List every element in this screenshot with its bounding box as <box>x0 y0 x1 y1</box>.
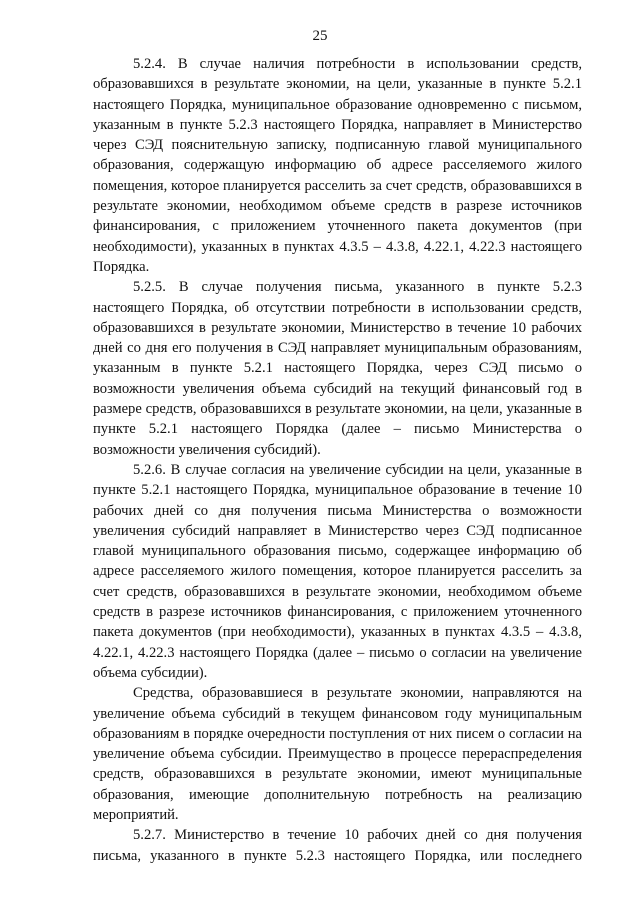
paragraph-5-2-7: 5.2.7. Министерство в течение 10 рабочих дней со дня получения письма, указанного в пункте 5.2.3 настоящего Порядка, или последнего <box>93 827 582 864</box>
paragraph-savings-allocation: Средства, образовавшиеся в результате экономии, направляются на увеличение объема субсидий в текущем финансовом году муниципальным образованиям в порядке очередности поступления от них писем о согласии на увеличение объема субсидии. Преимущество в процессе перераспределения средств, образовавшихся в результате экономии, имеют муниципальные образования, имеющие дополнительную потребность на реализацию мероприятий. <box>93 685 582 823</box>
page-number: 25 <box>312 28 328 44</box>
document-body <box>93 54 582 866</box>
paragraph-5-2-4: 5.2.4. В случае наличия потребности в использовании средств, образовавшихся в результате экономии, на цели, указанные в пункте 5.2.1 настоящего Порядка, муниципальное образование одновременно с письмом, указанным в пункте 5.2.3 настоящего Порядка, направляет в Министерство через СЭД пояснительную записку, подписанную главой муниципального образования, содержащую информацию об адресе расселяемого жилого помещения, которое планируется расселить за счет средств, образовавшихся в результате экономии, необходимом объеме средств в разрезе источников финансирования, с приложением уточненного пакета документов (при необходимости), указанных в пунктах 4.3.5 – 4.3.8, 4.22.1, 4.22.3 настоящего Порядка. <box>93 56 582 275</box>
paragraph-5-2-5: 5.2.5. В случае получения письма, указанного в пункте 5.2.3 настоящего Порядка, об отсутствии потребности в использовании средств, образовавшихся в результате экономии, Министерство в течение 10 рабочих дней со дня его получения в СЭД направляет муниципальным образованиям, указанным в пункте 5.2.1 настоящего Порядка, через СЭД письмо о возможности увеличения объема субсидий на текущий финансовый год в размере средств, образовавшихся в результате экономии, на цели, указанные в пункте 5.2.1 настоящего Порядка (далее – письмо Министерства о возможности увеличения субсидий). <box>93 279 582 458</box>
paragraph-5-2-6: 5.2.6. В случае согласия на увеличение субсидии на цели, указанные в пункте 5.2.1 настоящего Порядка, муниципальное образование в течение 10 рабочих дней со дня получения письма Министерства о возможности увеличения субсидий направляет в Министерство через СЭД подписанное главой муниципального образования письмо, содержащее информацию об адресе расселяемого жилого помещения, которое планируется расселить за счет средств, образовавшихся в результате экономии, необходимом объеме средств в разрезе источников финансирования, с приложением уточненного пакета документов (при необходимости), указанных в пунктах 4.3.5 – 4.3.8, 4.22.1, 4.22.3 настоящего Порядка (далее – письмо о согласии на увеличение объема субсидии). <box>93 461 582 681</box>
